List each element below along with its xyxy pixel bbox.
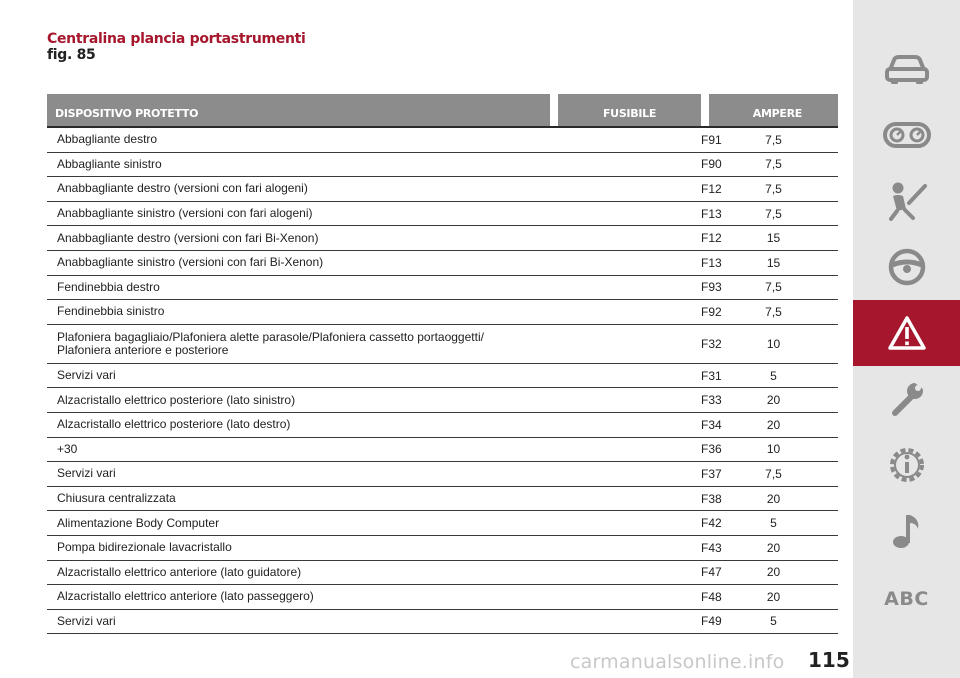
- watermark: carmanualsonline.info: [570, 651, 785, 673]
- device-cell: Abbagliante destro: [47, 127, 701, 152]
- device-cell: Alzacristallo elettrico posteriore (lato destro): [47, 412, 701, 437]
- fuse-cell: F13: [701, 250, 709, 275]
- sidebar-item-safety[interactable]: [853, 168, 960, 234]
- sidebar-item-car[interactable]: [853, 36, 960, 102]
- fuse-cell: F12: [701, 177, 709, 202]
- fuse-cell: F47: [701, 560, 709, 585]
- table-row: [47, 324, 838, 363]
- ampere-cell: 7,5: [709, 275, 838, 300]
- device-cell: Servizi vari: [47, 462, 701, 487]
- ampere-cell: 7,5: [709, 462, 838, 487]
- column-gap: [550, 94, 558, 127]
- device-cell: Anabbagliante destro (versioni con fari Bi-Xenon): [47, 226, 701, 251]
- column-gap: [701, 94, 709, 127]
- ampere-cell: 20: [709, 388, 838, 413]
- ampere-cell: 15: [709, 226, 838, 251]
- fuse-cell: F34: [701, 412, 709, 437]
- ampere-cell: 5: [709, 363, 838, 388]
- sidebar-item-emergency[interactable]: [853, 300, 960, 366]
- table-row: [47, 388, 838, 413]
- ampere-cell: 20: [709, 412, 838, 437]
- sidebar-item-dashboard[interactable]: [853, 102, 960, 168]
- table-row: [47, 300, 838, 325]
- sidebar-nav: [853, 0, 960, 678]
- fuse-cell: F49: [701, 609, 709, 634]
- fuse-table: [47, 94, 838, 634]
- ampere-cell: 7,5: [709, 300, 838, 325]
- table-row: [47, 152, 838, 177]
- table-row: [47, 462, 838, 487]
- ampere-cell: 20: [709, 560, 838, 585]
- fuse-cell: F93: [701, 275, 709, 300]
- fuse-cell: F33: [701, 388, 709, 413]
- car-icon: [884, 52, 930, 86]
- device-cell: Anabbagliante sinistro (versioni con fari alogeni): [47, 201, 701, 226]
- column-header-ampere: AMPERE: [709, 94, 838, 127]
- ampere-cell: 7,5: [709, 201, 838, 226]
- info-gear-icon: [885, 443, 929, 487]
- fuse-cell: F37: [701, 462, 709, 487]
- table-row: [47, 585, 838, 610]
- table-row: [47, 250, 838, 275]
- table-header-row: [47, 94, 838, 127]
- fuse-cell: F38: [701, 486, 709, 511]
- device-cell: Chiusura centralizzata: [47, 486, 701, 511]
- table-row: [47, 535, 838, 560]
- device-cell: Servizi vari: [47, 363, 701, 388]
- device-cell: Fendinebbia sinistro: [47, 300, 701, 325]
- device-cell: Alzacristallo elettrico anteriore (lato guidatore): [47, 560, 701, 585]
- device-cell: Alimentazione Body Computer: [47, 511, 701, 536]
- figure-reference: fig. 85: [47, 47, 96, 63]
- table-row: [47, 412, 838, 437]
- page-title: [47, 31, 306, 63]
- device-cell: Alzacristallo elettrico anteriore (lato passeggero): [47, 585, 701, 610]
- table-row: [47, 177, 838, 202]
- steering-wheel-icon: [887, 247, 927, 287]
- device-cell: Plafoniera bagagliaio/Plafoniera alette parasole/Plafoniera cassetto portaoggetti/ Plafoniera anteriore e posteriore: [47, 324, 701, 363]
- fuse-cell: F12: [701, 226, 709, 251]
- device-cell: Abbagliante sinistro: [47, 152, 701, 177]
- fuse-cell: F36: [701, 437, 709, 462]
- fuse-cell: F48: [701, 585, 709, 610]
- table-row: [47, 486, 838, 511]
- wrench-icon: [887, 379, 927, 419]
- device-cell: Alzacristallo elettrico posteriore (lato sinistro): [47, 388, 701, 413]
- table-row: [47, 437, 838, 462]
- ampere-cell: 20: [709, 585, 838, 610]
- dashboard-gauges-icon: [883, 120, 931, 150]
- ampere-cell: 15: [709, 250, 838, 275]
- table-row: [47, 560, 838, 585]
- ampere-cell: 10: [709, 324, 838, 363]
- table-row: [47, 127, 838, 152]
- music-note-icon: [890, 511, 924, 551]
- device-cell: Servizi vari: [47, 609, 701, 634]
- ampere-cell: 10: [709, 437, 838, 462]
- fuse-cell: F32: [701, 324, 709, 363]
- page-number: 115: [808, 648, 850, 672]
- ampere-cell: 20: [709, 535, 838, 560]
- sidebar-item-multimedia[interactable]: [853, 498, 960, 564]
- sidebar-item-maintenance[interactable]: [853, 366, 960, 432]
- ampere-cell: 7,5: [709, 127, 838, 152]
- fuse-cell: F42: [701, 511, 709, 536]
- column-header-device: DISPOSITIVO PROTETTO: [47, 94, 550, 127]
- ampere-cell: 7,5: [709, 152, 838, 177]
- table-row: [47, 363, 838, 388]
- fuse-cell: F43: [701, 535, 709, 560]
- table-row: [47, 201, 838, 226]
- device-cell: Anabbagliante destro (versioni con fari alogeni): [47, 177, 701, 202]
- table-body: [47, 127, 838, 634]
- sidebar-item-index[interactable]: [853, 566, 960, 632]
- device-cell: +30: [47, 437, 701, 462]
- index-label: ABC: [884, 588, 929, 610]
- fuse-cell: F91: [701, 127, 709, 152]
- table-row: [47, 609, 838, 634]
- fuse-cell: F13: [701, 201, 709, 226]
- fuse-cell: F92: [701, 300, 709, 325]
- warning-triangle-icon: [887, 315, 927, 351]
- seatbelt-passenger-icon: [885, 181, 929, 221]
- ampere-cell: 5: [709, 609, 838, 634]
- column-header-fuse: FUSIBILE: [558, 94, 701, 127]
- table-row: [47, 511, 838, 536]
- table-row: [47, 226, 838, 251]
- fuse-cell: F31: [701, 363, 709, 388]
- table-row: [47, 275, 838, 300]
- fuse-cell: F90: [701, 152, 709, 177]
- device-cell: Pompa bidirezionale lavacristallo: [47, 535, 701, 560]
- device-cell: Anabbagliante sinistro (versioni con fari Bi-Xenon): [47, 250, 701, 275]
- sidebar-item-technical-data[interactable]: [853, 432, 960, 498]
- section-title: Centralina plancia portastrumenti: [47, 31, 306, 47]
- sidebar-item-driving[interactable]: [853, 234, 960, 300]
- device-cell: Fendinebbia destro: [47, 275, 701, 300]
- ampere-cell: 20: [709, 486, 838, 511]
- ampere-cell: 5: [709, 511, 838, 536]
- ampere-cell: 7,5: [709, 177, 838, 202]
